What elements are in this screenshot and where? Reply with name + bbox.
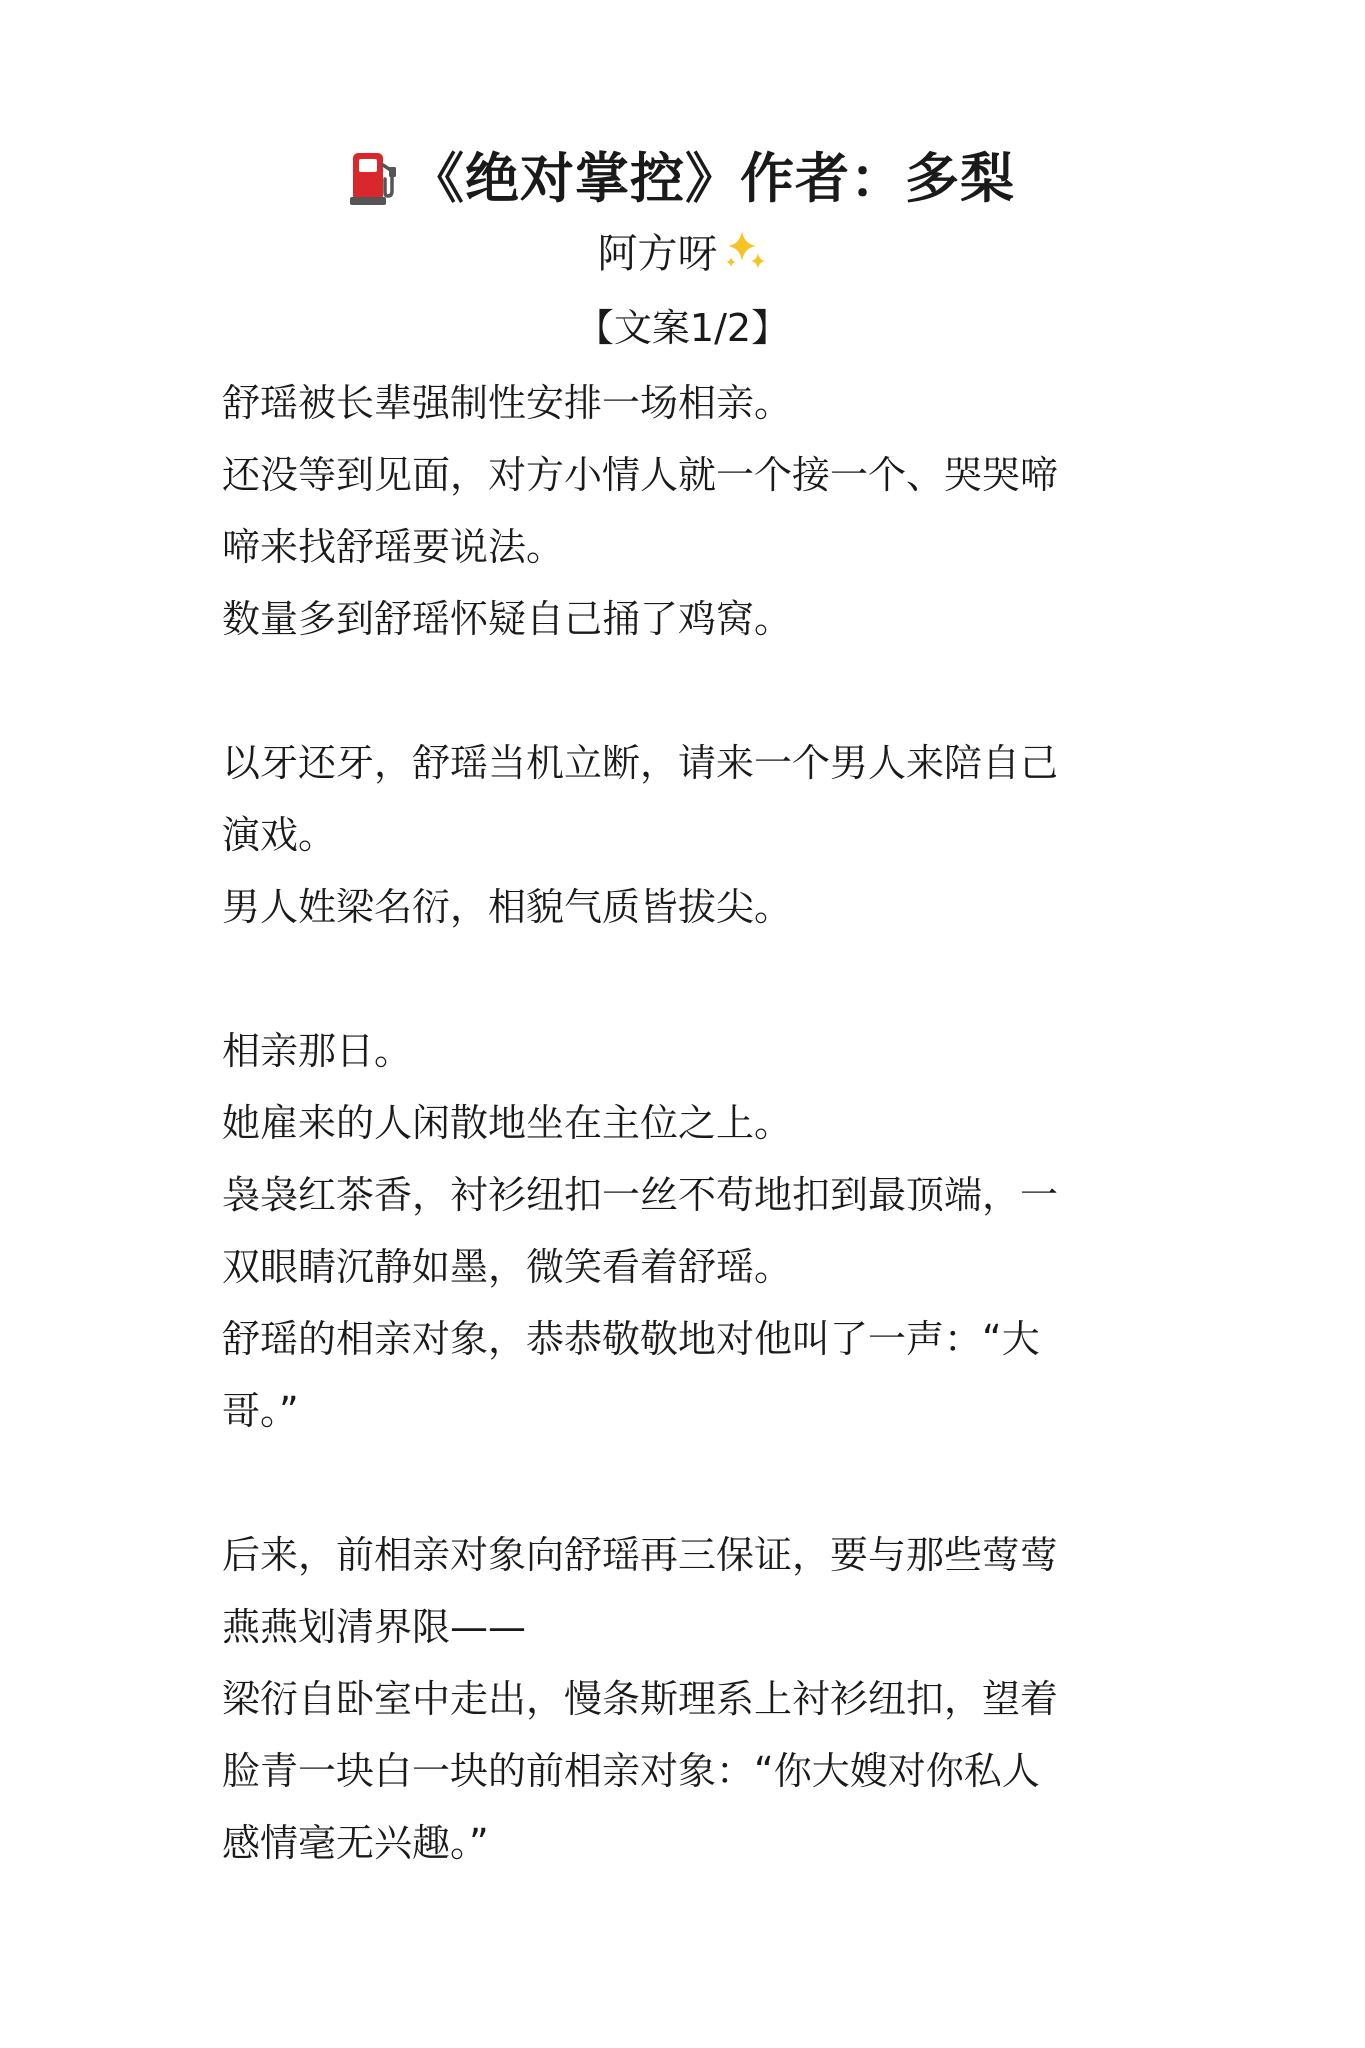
text-line: 舒瑶被长辈强制性安排一场相亲。 <box>222 381 793 425</box>
text-line: 啼来找舒瑶要说法。 <box>222 525 565 569</box>
text-line: 以牙还牙，舒瑶当机立断，请来一个男人来陪自己 <box>222 741 1059 785</box>
text-line: 袅袅红茶香，衬衫纽扣一丝不苟地扣到最顶端，一 <box>222 1173 1059 1217</box>
text-line: 男人姓梁名衍，相貌气质皆拔尖。 <box>222 885 793 929</box>
text-line: 梁衍自卧室中走出，慢条斯理系上衬衫纽扣，望着 <box>222 1677 1059 1721</box>
paragraph-gap <box>222 655 1142 727</box>
text-line: 数量多到舒瑶怀疑自己捅了鸡窝。 <box>222 597 793 641</box>
paragraph-gap <box>222 943 1142 1015</box>
text-line: 相亲那日。 <box>222 1029 413 1073</box>
sparkles-icon <box>722 227 768 273</box>
paragraph-gap <box>222 1447 1142 1519</box>
text-line: 脸青一块白一块的前相亲对象：“你大嫂对你私人 <box>222 1749 1040 1793</box>
text-line: 哥。” <box>222 1389 299 1433</box>
author-name: 阿方呀 <box>597 231 718 277</box>
synopsis-body <box>222 367 1142 1879</box>
author-line <box>0 224 1365 284</box>
text-line: 还没等到见面，对方小情人就一个接一个、哭哭啼 <box>222 453 1059 497</box>
text-line: 燕燕划清界限—— <box>222 1605 527 1649</box>
title-text: 《绝对掌控》作者：多梨 <box>410 147 1015 210</box>
text-line: 感情毫无兴趣。” <box>222 1821 489 1865</box>
fuel-pump-icon <box>350 149 400 205</box>
text-line: 双眼睛沉静如墨，微笑看着舒瑶。 <box>222 1245 793 1289</box>
text-line: 演戏。 <box>222 813 337 857</box>
text-line: 后来，前相亲对象向舒瑶再三保证，要与那些莺莺 <box>222 1533 1059 1577</box>
section-title: 【文案1/2】 <box>575 306 790 350</box>
text-line: 她雇来的人闲散地坐在主位之上。 <box>222 1101 793 1145</box>
page-title <box>0 145 1365 213</box>
text-line: 舒瑶的相亲对象，恭恭敬敬地对他叫了一声：“大 <box>222 1317 1040 1361</box>
